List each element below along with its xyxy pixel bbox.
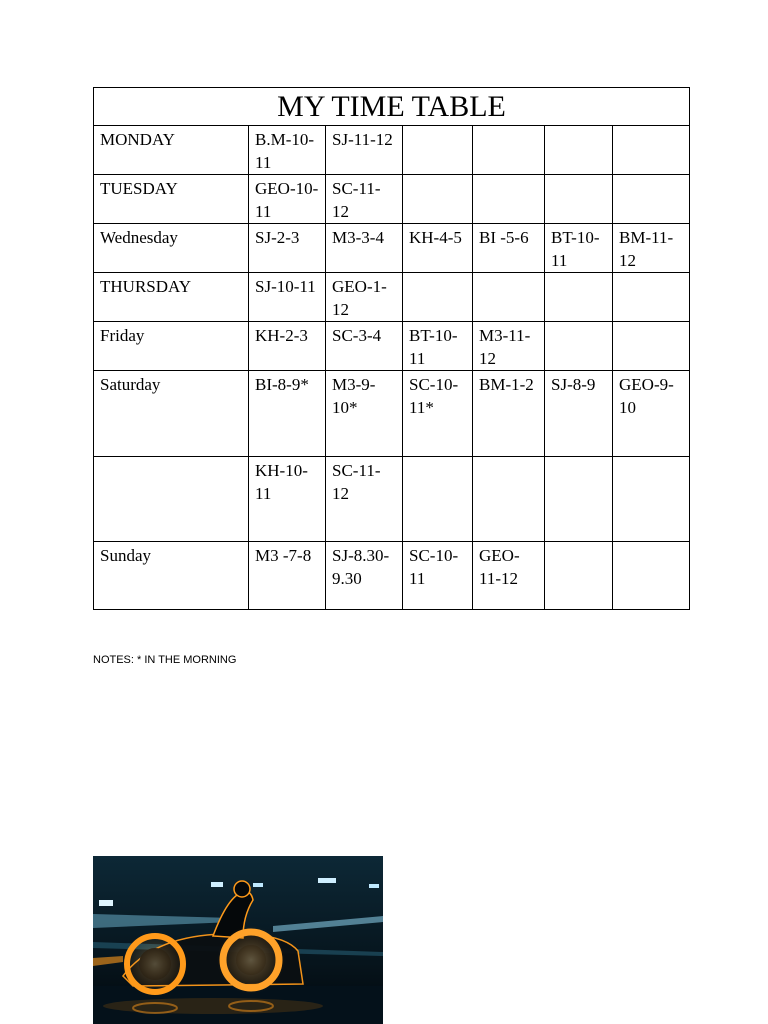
slot-cell: BT-10-11	[545, 224, 613, 273]
timetable-row	[94, 175, 690, 224]
day-cell: Sunday	[94, 542, 249, 610]
slot-cell: SC-11-12	[326, 457, 403, 542]
slot-cell: BM-1-2	[473, 371, 545, 457]
slot-cell	[403, 175, 473, 224]
day-cell: MONDAY	[94, 126, 249, 175]
day-cell	[94, 457, 249, 542]
slot-cell: GEO-1-12	[326, 273, 403, 322]
light-cycle-image	[93, 856, 383, 1024]
slot-cell	[403, 273, 473, 322]
day-cell: Wednesday	[94, 224, 249, 273]
slot-cell: SC-3-4	[326, 322, 403, 371]
slot-cell: GEO-10-11	[249, 175, 326, 224]
slot-cell: SJ-2-3	[249, 224, 326, 273]
timetable-row	[94, 542, 690, 610]
slot-cell	[473, 175, 545, 224]
timetable-title: MY TIME TABLE	[94, 88, 690, 126]
notes-text: NOTES: * IN THE MORNING	[93, 654, 237, 666]
slot-cell: GEO-11-12	[473, 542, 545, 610]
slot-cell: SC-10-11*	[403, 371, 473, 457]
timetable-row	[94, 273, 690, 322]
slot-cell: BM-11-12	[613, 224, 690, 273]
slot-cell	[403, 126, 473, 175]
slot-cell: BI -5-6	[473, 224, 545, 273]
slot-cell	[473, 457, 545, 542]
slot-cell	[545, 175, 613, 224]
slot-cell	[613, 542, 690, 610]
slot-cell: M3 -7-8	[249, 542, 326, 610]
slot-cell: SJ-11-12	[326, 126, 403, 175]
day-cell: Friday	[94, 322, 249, 371]
light-cycle-photo	[93, 856, 383, 1024]
slot-cell	[473, 126, 545, 175]
timetable-row	[94, 322, 690, 371]
slot-cell: SC-11-12	[326, 175, 403, 224]
slot-cell	[613, 175, 690, 224]
slot-cell	[545, 322, 613, 371]
slot-cell: KH-10-11	[249, 457, 326, 542]
day-cell: THURSDAY	[94, 273, 249, 322]
slot-cell: GEO-9-10	[613, 371, 690, 457]
slot-cell: B.M-10-11	[249, 126, 326, 175]
slot-cell	[545, 457, 613, 542]
slot-cell: M3-3-4	[326, 224, 403, 273]
timetable-row	[94, 224, 690, 273]
slot-cell	[545, 273, 613, 322]
slot-cell	[545, 542, 613, 610]
slot-cell: KH-4-5	[403, 224, 473, 273]
slot-cell	[613, 322, 690, 371]
slot-cell: BT-10-11	[403, 322, 473, 371]
timetable-row	[94, 371, 690, 457]
slot-cell	[403, 457, 473, 542]
slot-cell: BI-8-9*	[249, 371, 326, 457]
slot-cell	[613, 126, 690, 175]
slot-cell: SC-10-11	[403, 542, 473, 610]
slot-cell	[473, 273, 545, 322]
slot-cell: SJ-8.30-9.30	[326, 542, 403, 610]
slot-cell: KH-2-3	[249, 322, 326, 371]
day-cell: TUESDAY	[94, 175, 249, 224]
timetable	[93, 87, 690, 610]
slot-cell: M3-11-12	[473, 322, 545, 371]
slot-cell	[613, 457, 690, 542]
timetable-row	[94, 126, 690, 175]
day-cell: Saturday	[94, 371, 249, 457]
slot-cell: M3-9-10*	[326, 371, 403, 457]
timetable-row	[94, 457, 690, 542]
slot-cell: SJ-10-11	[249, 273, 326, 322]
slot-cell	[613, 273, 690, 322]
slot-cell	[545, 126, 613, 175]
slot-cell: SJ-8-9	[545, 371, 613, 457]
